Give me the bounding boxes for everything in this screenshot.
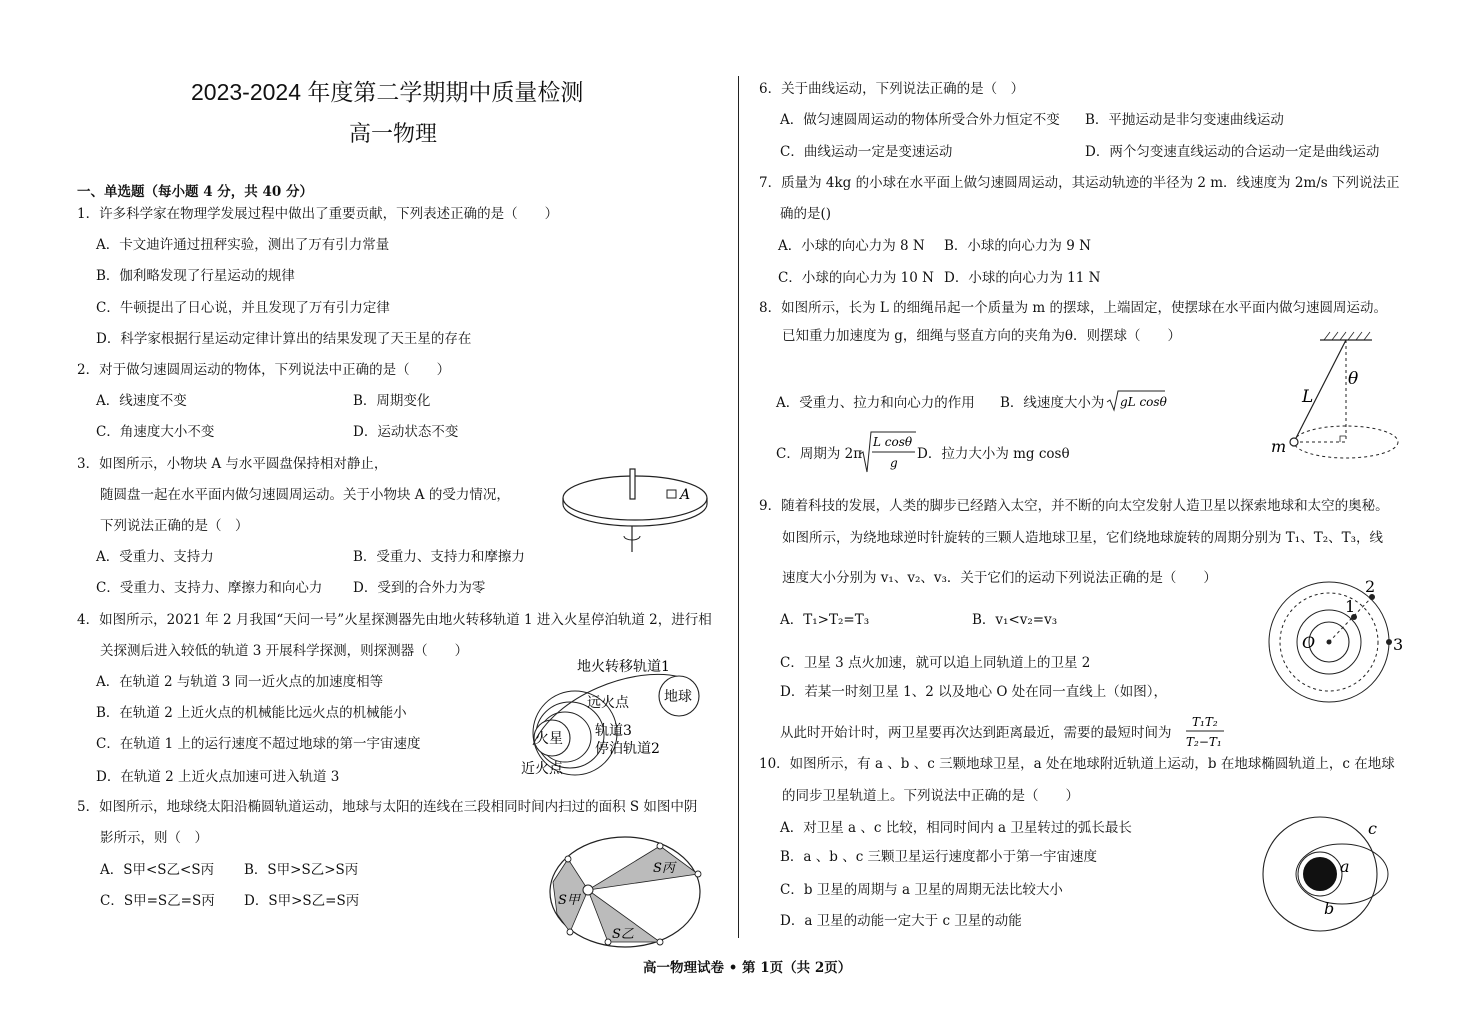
q3-option-d: D．受到的合外力为零 [353,580,486,596]
q9-satellite-orbits-figure [1265,577,1415,705]
q10-stem: 10．如图所示，有 a 、b 、c 三颗地球卫星，a 处在地球附近轨道上运动，b 在地球椭圆轨道上，c 在地球 [759,756,1395,772]
q8-option-c-numerator: L cosθ [873,435,913,449]
q4-label-parking: 停泊轨道2 [595,741,660,757]
q4-label-near: 近火点 [521,761,563,777]
q3-stem-line3: 下列说法正确的是（ ） [100,518,249,534]
q2-stem: 2．对于做匀速圆周运动的物体，下列说法中正确的是（ ） [77,362,451,378]
q7-stem: 7．质量为 4kg 的小球在水平面上做匀速圆周运动，其运动轨迹的半径为 2 m．线速度为 2m/s 下列说法正 [759,175,1400,191]
column-divider [738,76,739,938]
q8-conical-pendulum-figure [1268,330,1408,470]
q8-label-theta: θ [1348,369,1359,389]
q10-stem-line2: 的同步卫星轨道上。下列说法中正确的是（ ） [782,788,1079,804]
section-heading: 一、单选题（每小题 4 分，共 40 分） [77,184,313,200]
q3-block-label: A [680,487,691,503]
q9-stem-line2: 如图所示，为绕地球逆时针旋转的三颗人造地球卫星，它们绕地球旋转的周期分别为 T₁、T₂、T₃，线 [782,530,1384,546]
q10-label-a: a [1340,857,1350,876]
q9-label-3: 3 [1393,635,1404,654]
q8-option-c-formula [860,430,918,474]
q9-option-b: B．v₁<v₂=v₃ [972,612,1058,628]
q1-stem: 1．许多科学家在物理学发展过程中做出了重要贡献，下列表述正确的是（ ） [77,206,559,222]
q1-option-c: C．牛顿提出了日心说，并且发现了万有引力定律 [96,300,390,316]
q4-option-b: B．在轨道 2 上近火点的机械能比远火点的机械能小 [96,705,407,721]
q3-stem: 3．如图所示，小物块 A 与水平圆盘保持相对静止， [77,456,388,472]
q4-label-far: 远火点 [587,695,629,711]
q10-label-b: b [1324,899,1335,918]
q3-option-a: A．受重力、支持力 [96,549,214,565]
q9-label-o: O [1302,633,1316,652]
q5-kepler-ellipse-figure [548,834,708,952]
q4-stem: 4．如图所示，2021 年 2 月我国“天问一号”火星探测器先由地火转移轨道 1 进入火星停泊轨道 2，进行相 [77,612,712,628]
q10-satellite-orbits-figure [1258,816,1398,940]
q9-option-d-line2: 从此时开始计时，两卫星要再次达到距离最近，需要的最短时间为 [780,725,1172,741]
q9-option-d: D．若某一时刻卫星 1、2 以及地心 O 处在同一直线上（如图）， [780,684,1167,700]
exam-title: 2023-2024 年度第二学期期中质量检测 [191,79,584,105]
q4-option-c: C．在轨道 1 上的运行速度不超过地球的第一宇宙速度 [96,736,421,752]
q10-option-c: C．b 卫星的周期与 a 卫星的周期无法比较大小 [780,882,1063,898]
q4-option-d: D．在轨道 2 上近火点加速可进入轨道 3 [96,769,340,785]
q8-option-b-radical [1107,389,1167,413]
q3-option-b: B．受重力、支持力和摩擦力 [353,549,525,565]
q8-stem-line2: 已知重力加速度为 g，细绳与竖直方向的夹角为θ．则摆球（ ） [782,328,1182,344]
q5-label-s2: S乙 [612,927,634,942]
q10-label-c: c [1368,819,1377,838]
q6-option-d: D．两个匀变速直线运动的合运动一定是曲线运动 [1085,144,1380,160]
q6-stem: 6．关于曲线运动，下列说法正确的是（ ） [759,81,1025,97]
q5-option-d: D．S甲>S乙=S丙 [244,893,360,909]
q2-option-a: A．线速度不变 [96,393,187,409]
q6-option-c: C．曲线运动一定是变速运动 [780,144,953,160]
q9-stem: 9．随着科技的发展，人类的脚步已经踏入太空，并不断的向太空发射人造卫星以探索地球和太空的奥秘。 [759,498,1389,514]
q5-stem-line2: 影所示，则（ ） [100,830,208,846]
q5-option-c: C．S甲=S乙=S丙 [100,893,215,909]
q3-stem-line2: 随圆盘一起在水平面内做匀速圆周运动。关于小物块 A 的受力情况， [100,487,510,503]
q6-option-b: B．平抛运动是非匀变速曲线运动 [1085,112,1284,128]
q8-stem: 8．如图所示，长为 L 的细绳吊起一个质量为 m 的摆球，上端固定，使摆球在水平面内做匀速圆周运动。 [759,300,1388,316]
q7-option-b: B．小球的向心力为 9 N [944,238,1091,254]
q4-label-mars: 火星 [535,731,563,747]
q8-option-c-denominator: g [890,456,898,470]
q2-option-d: D．运动状态不变 [353,424,459,440]
q4-label-orbit3: 轨道3 [595,723,632,739]
q7-option-c: C．小球的向心力为 10 N [778,270,934,286]
page-footer: 高一物理试卷 • 第 1页（共 2页） [643,960,852,976]
q5-option-b: B．S甲>S乙>S丙 [244,862,359,878]
q1-option-b: B．伽利略发现了行星运动的规律 [96,268,295,284]
q9-option-c: C．卫星 3 点火加速，就可以追上同轨道上的卫星 2 [780,655,1091,671]
q9-fraction-denominator: T₂−T₁ [1186,735,1222,749]
q9-label-2: 2 [1365,577,1376,596]
q8-option-c: C．周期为 2π [776,446,863,462]
q4-option-a: A．在轨道 2 与轨道 3 同一近火点的加速度相等 [96,674,384,690]
q6-option-a: A．做匀速圆周运动的物体所受合外力恒定不变 [780,112,1060,128]
q5-label-s3: S丙 [653,861,675,876]
q4-mars-orbit-figure [515,655,705,780]
q9-fraction-numerator: T₁T₂ [1192,715,1218,729]
q7-option-d: D．小球的向心力为 11 N [944,270,1101,286]
q8-option-b-radicand: gL cosθ [1120,395,1167,409]
q9-option-d-fraction [1184,712,1228,752]
q10-option-b: B．a 、b 、c 三颗卫星运行速度都小于第一宇宙速度 [780,849,1098,865]
q3-option-c: C．受重力、支持力、摩擦力和向心力 [96,580,323,596]
q10-option-d: D．a 卫星的动能一定大于 c 卫星的动能 [780,913,1022,929]
q8-label-m: m [1271,437,1287,456]
q4-label-transfer: 地火转移轨道1 [577,659,670,675]
q10-option-a: A．对卫星 a 、c 比较，相同时间内 a 卫星转过的弧长最长 [780,820,1132,836]
q8-option-b: B．线速度大小为 [1000,395,1105,411]
q9-option-a: A．T₁>T₂=T₃ [780,612,870,628]
q8-option-d: D．拉力大小为 mg cosθ [917,446,1070,462]
q4-stem-line2: 关探测后进入较低的轨道 3 开展科学探测，则探测器（ ） [100,643,469,659]
q5-label-s1: S甲 [558,893,580,908]
q1-option-d: D．科学家根据行星运动定律计算出的结果发现了天王星的存在 [96,331,472,347]
q7-stem-line2: 确的是() [780,206,832,222]
q2-option-c: C．角速度大小不变 [96,424,215,440]
q9-label-1: 1 [1345,597,1356,616]
exam-subject: 高一物理 [349,122,438,147]
q1-option-a: A．卡文迪许通过扭秤实验，测出了万有引力常量 [96,237,390,253]
q9-stem-line3: 速度大小分别为 v₁、v₂、v₃．关于它们的运动下列说法正确的是（ ） [782,570,1217,586]
q8-label-L: L [1302,387,1314,407]
q5-stem: 5．如图所示，地球绕太阳沿椭圆轨道运动，地球与太阳的连线在三段相同时间内扫过的面积 S 如图中阴 [77,799,698,815]
q7-option-a: A．小球的向心力为 8 N [778,238,925,254]
q5-option-a: A．S甲<S乙<S丙 [100,862,215,878]
q4-label-earth: 地球 [664,689,692,705]
q2-option-b: B．周期变化 [353,393,431,409]
q3-rotating-disk-figure [560,466,720,556]
q8-option-a: A．受重力、拉力和向心力的作用 [776,395,975,411]
